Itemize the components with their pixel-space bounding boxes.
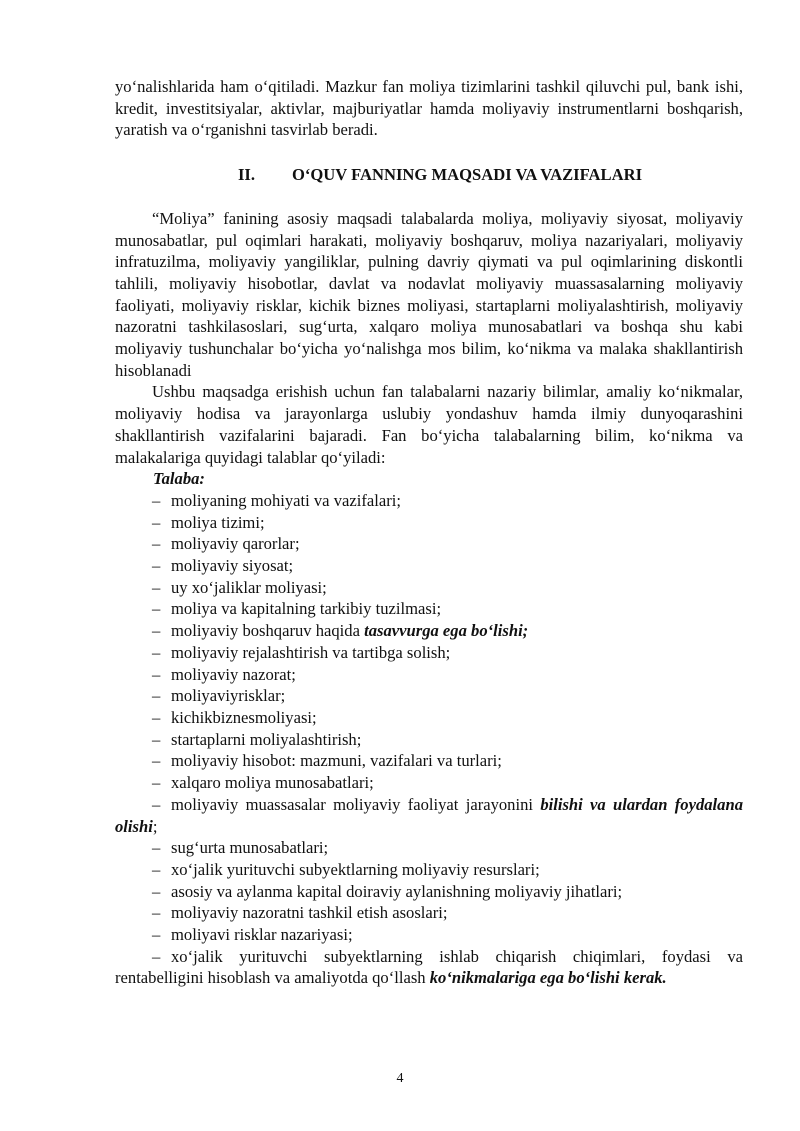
list-item-text: moliyaviyrisklar;: [171, 686, 286, 706]
list-item-text: startaplarni moliyalashtirish;: [171, 729, 362, 749]
list-item: [115, 750, 743, 772]
student-label: Talaba:: [153, 469, 205, 489]
list-dash: –: [152, 534, 161, 554]
list-item-text: sug‘urta munosabatlari;: [171, 838, 329, 858]
goal-paragraph: “Moliya” fanining asosiy maqsadi talabalarda moliya, moliyaviy siyosat, moliyaviy munosabatlar, pul oqimlari harakati, moliyaviy boshqaruv, moliya nazariyalari, moliyaviy infratuzilma, moliyaviy yangiliklar, pulning davriy qiymati va pul oqimlarining diskontli tahlili, moliyaviy hisobotlar, davlat va nodavlat moliyaviy muassasalarning moliyaviy faoliyati, moliyaviy risklar, kichik biznes moliyasi, startaplarni moliyalashtirish, moliyaviy nazoratni tashkilasoslari, sug‘urta, xalqaro moliya munosabatlari va boshqa shu kabi moliyaviy tushunchalar bo‘yicha yo‘nalishga mos bilim, ko‘nikma va malaka shakllantirish hisoblanadi: [115, 208, 743, 380]
list-item: [115, 729, 743, 751]
list-item: [115, 555, 743, 577]
list-item-text: moliya va kapitalning tarkibiy tuzilmasi;: [171, 599, 442, 619]
list-dash: –: [152, 903, 161, 923]
list-item-text: moliya tizimi;: [171, 512, 265, 532]
list-dash: –: [152, 512, 161, 532]
list-dash: –: [152, 751, 161, 771]
list-dash: –: [152, 794, 161, 814]
list-item-text: moliyaviy rejalashtirish va tartibga solish;: [171, 642, 451, 662]
page-number: 4: [396, 1071, 404, 1086]
list-item-text: moliyaviy nazoratni tashkil etish asoslari;: [171, 903, 448, 923]
list-dash: –: [152, 707, 161, 727]
list-item-wrapped: [115, 946, 743, 989]
list-item-text: moliyavi risklar nazariyasi;: [171, 925, 353, 945]
list-item-wrapped: [115, 794, 743, 837]
intro-paragraph: yo‘nalishlarida ham o‘qitiladi. Mazkur fan moliya tizimlarini tashkil qiluvchi pul, bank ishi, kredit, investitsiyalar, aktivlar, majburiyatlar hamda moliyaviy instrumentlarni boshqarish, yaratish va o‘rganishni tasvirlab beradi.: [115, 77, 743, 140]
list-item-text: kichikbiznesmoliyasi;: [171, 707, 317, 727]
requirements-list-continued: [115, 837, 743, 946]
list-dash: –: [152, 881, 161, 901]
tasks-paragraph: Ushbu maqsadga erishish uchun fan talabalarni nazariy bilimlar, amaliy ko‘nikmalar, moliyaviy hodisa va jarayonlarga uslubiy yondashuv hamda ilmiy dunyoqarashini shakllantirish vazifalarini bajaradi. Fan bo‘yicha talabalarning bilim, ko‘nikma va malakalariga quyidagi talablar qo‘yiladi:: [115, 382, 743, 467]
list-item: [115, 490, 743, 512]
list-dash: –: [152, 729, 161, 749]
list-item: [115, 881, 743, 903]
list-item-emphasis: ko‘nikmalariga ega bo‘lishi kerak.: [429, 968, 667, 988]
list-dash: –: [152, 621, 161, 641]
document-page: [115, 76, 743, 989]
list-item-emphasis: bilishi va ulardan foydalana olishi: [115, 794, 743, 836]
list-item: [115, 598, 743, 620]
list-item: [115, 685, 743, 707]
list-dash: –: [152, 946, 161, 966]
list-item-text: uy xo‘jaliklar moliyasi;: [171, 577, 327, 597]
list-item: [115, 664, 743, 686]
list-item: [115, 924, 743, 946]
list-item-text-end: ;: [152, 816, 158, 836]
list-item-text: moliyaviy boshqaruv haqida: [171, 621, 365, 641]
list-item-text: moliyaviy nazorat;: [171, 664, 296, 684]
list-item: [115, 859, 743, 881]
list-dash: –: [152, 577, 161, 597]
list-dash: –: [152, 686, 161, 706]
list-item: [115, 577, 743, 599]
list-item-text: moliyaning mohiyati va vazifalari;: [171, 490, 401, 510]
list-item-text: moliyaviy qarorlar;: [171, 534, 300, 554]
list-item-text: moliyaviy muassasalar moliyaviy faoliyat jarayonini: [171, 794, 541, 814]
list-dash: –: [152, 599, 161, 619]
list-dash: –: [152, 642, 161, 662]
list-item: [115, 772, 743, 794]
list-dash: –: [152, 490, 161, 510]
list-item: [115, 902, 743, 924]
list-item-emphasis: tasavvurga ega bo‘lishi;: [364, 621, 529, 641]
requirements-list: [115, 490, 743, 794]
list-item: [115, 707, 743, 729]
section-heading: [115, 164, 743, 186]
list-item: [115, 620, 743, 642]
list-item-text: xo‘jalik yurituvchi subyektlarning moliyaviy resurslari;: [171, 859, 540, 879]
list-dash: –: [152, 773, 161, 793]
section-title: O‘QUV FANNING MAQSADI VA VAZIFALARI: [291, 165, 643, 185]
list-item: [115, 512, 743, 534]
list-dash: –: [152, 925, 161, 945]
list-item: [115, 837, 743, 859]
list-item: [115, 533, 743, 555]
list-item-text: moliyaviy siyosat;: [171, 556, 294, 576]
list-item-text: xo‘jalik yurituvchi subyektlarning ishlab chiqarish chiqimlari, foydasi va rentabelligini hisoblash va amaliyotda qo‘llash: [115, 946, 743, 988]
list-item-text: moliyaviy hisobot: mazmuni, vazifalari va turlari;: [171, 751, 502, 771]
list-dash: –: [152, 838, 161, 858]
list-dash: –: [152, 664, 161, 684]
list-item: [115, 642, 743, 664]
list-item-text: xalqaro moliya munosabatlari;: [171, 773, 374, 793]
list-item-text: asosiy va aylanma kapital doiraviy aylanishning moliyaviy jihatlari;: [171, 881, 623, 901]
list-dash: –: [152, 859, 161, 879]
list-dash: –: [152, 556, 161, 576]
section-number: II.: [237, 165, 256, 185]
